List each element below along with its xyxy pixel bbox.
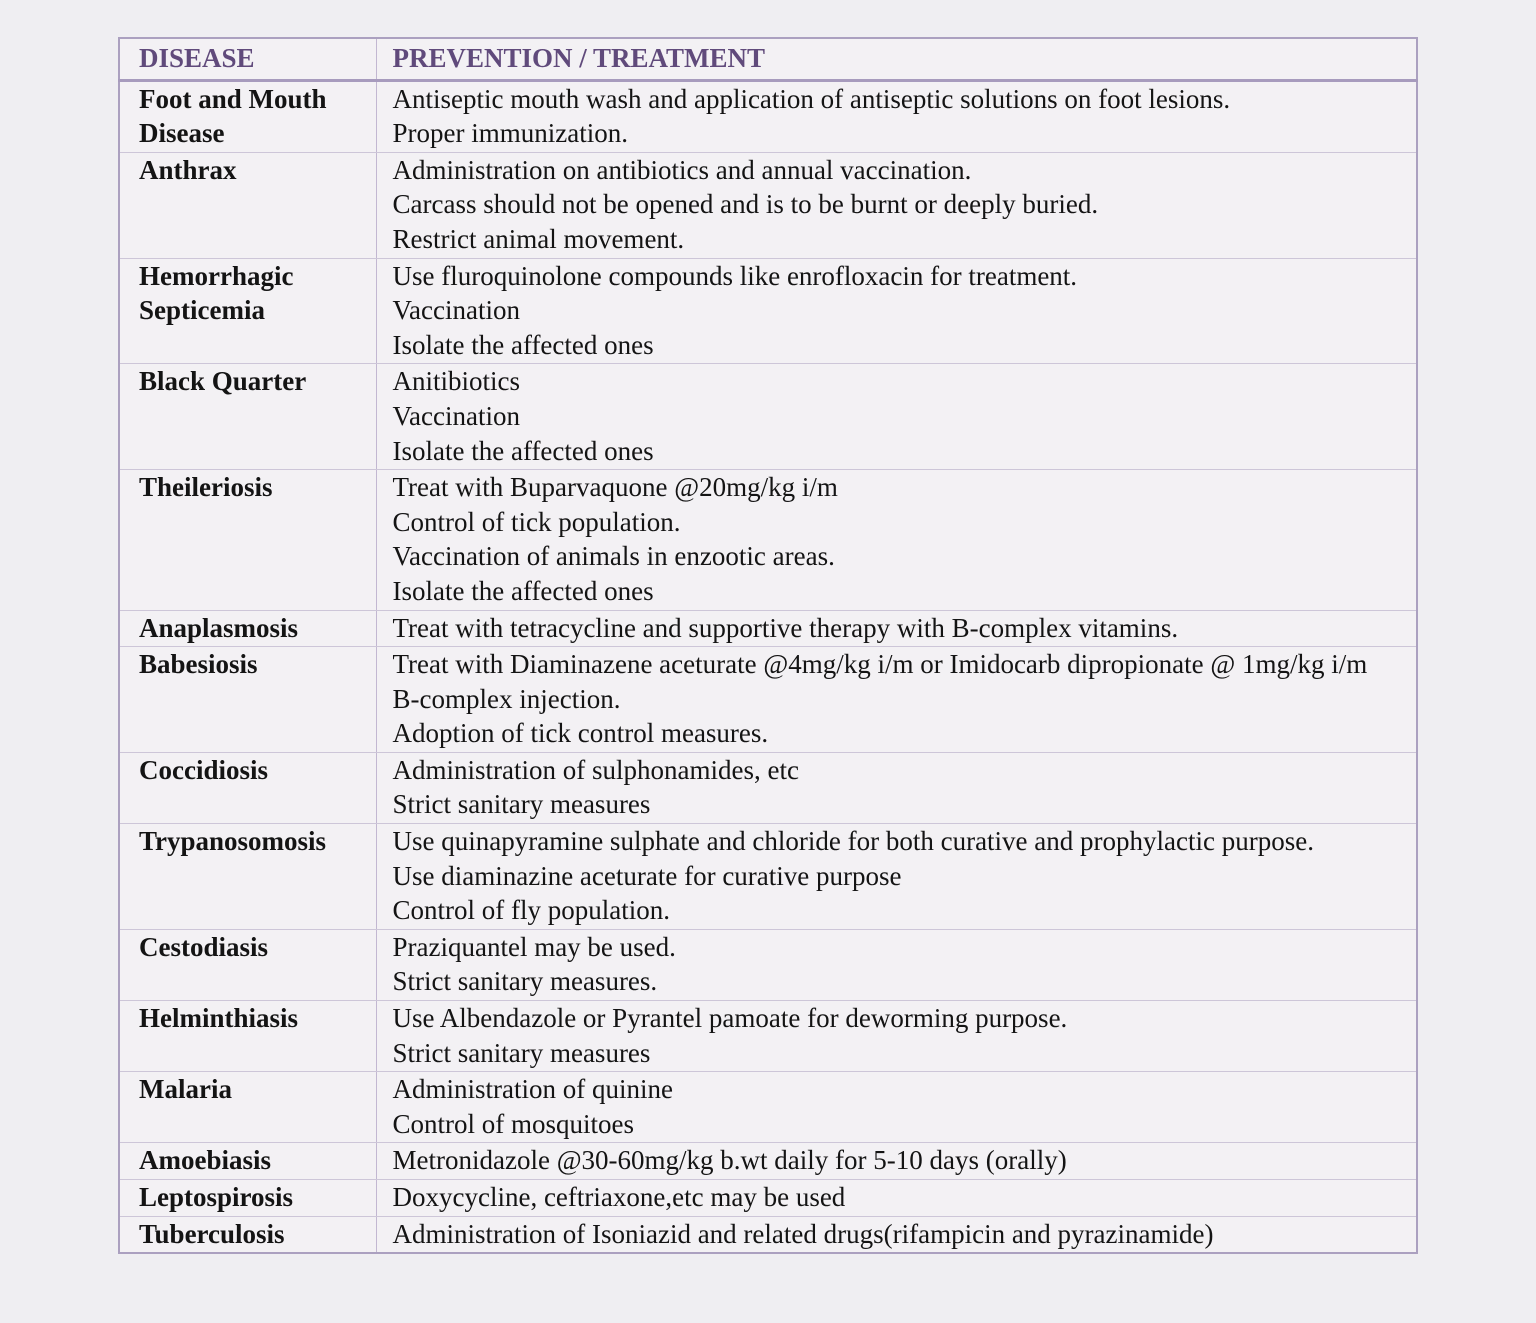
treatment-cell — [376, 1001, 1417, 1072]
treatment-line: Vaccination — [392, 400, 520, 431]
treatment-line: Doxycycline, ceftriaxone,etc may be used — [392, 1182, 846, 1212]
disease-cell: Tuberculosis — [119, 1216, 376, 1253]
table-row — [119, 80, 1417, 152]
treatment-line: Control of fly population. — [392, 895, 670, 926]
treatment-line: Carcass should not be opened and is to be burnt or deeply buried. — [392, 189, 1099, 220]
treatment-line: Treat with tetracycline and supportive therapy with B-complex vitamins. — [392, 612, 1179, 643]
treatment-cell — [376, 1216, 1417, 1253]
treatment-line: Administration of Isoniazid and related drugs(rifampicin and pyrazinamide) — [392, 1218, 1214, 1249]
treatment-line: Use quinapyramine sulphate and chloride for both curative and prophylactic purpose. — [392, 826, 1314, 857]
disease-cell: Babesiosis — [119, 647, 376, 753]
treatment-cell — [376, 1143, 1417, 1180]
treatment-line: Restrict animal movement. — [392, 223, 685, 254]
treatment-cell — [376, 152, 1417, 258]
treatment-line: Metronidazole @30-60mg/kg b.wt daily for 5-10 days (orally) — [392, 1145, 1067, 1176]
treatment-line: Strict sanitary measures — [392, 789, 651, 820]
table-row — [119, 824, 1417, 930]
table-row — [119, 610, 1417, 647]
disease-cell: Helminthiasis — [119, 1001, 376, 1072]
treatment-cell — [376, 80, 1417, 152]
disease-cell: Leptospirosis — [119, 1180, 376, 1217]
treatment-line: Use fluroquinolone compounds like enrofloxacin for treatment. — [392, 260, 1078, 291]
disease-cell: Anaplasmosis — [119, 610, 376, 647]
treatment-line: Vaccination — [392, 295, 520, 326]
disease-cell: Theileriosis — [119, 470, 376, 610]
table-row — [119, 752, 1417, 823]
table-row — [119, 929, 1417, 1000]
treatment-cell — [376, 258, 1417, 364]
treatment-line: Control of mosquitoes — [392, 1108, 634, 1139]
treatment-cell — [376, 752, 1417, 823]
treatment-line: Adoption of tick control measures. — [392, 718, 769, 749]
treatment-cell — [376, 610, 1417, 647]
table-header-row — [119, 38, 1417, 80]
treatment-line: Strict sanitary measures — [392, 1037, 651, 1068]
table-row — [119, 364, 1417, 470]
column-header-prevention-treatment: PREVENTION / TREATMENT — [376, 38, 1417, 80]
disease-cell: Hemorrhagic Septicemia — [119, 258, 376, 364]
disease-cell: Foot and Mouth Disease — [119, 80, 376, 152]
treatment-cell — [376, 470, 1417, 610]
treatment-cell — [376, 929, 1417, 1000]
disease-cell: Amoebiasis — [119, 1143, 376, 1180]
treatment-cell — [376, 364, 1417, 470]
treatment-line: Antiseptic mouth wash and application of antiseptic solutions on foot lesions. — [392, 83, 1231, 114]
treatment-line: B-complex injection. — [392, 683, 621, 714]
table-row — [119, 1001, 1417, 1072]
treatment-cell — [376, 647, 1417, 753]
table-row — [119, 258, 1417, 364]
treatment-line: Use diaminazine aceturate for curative purpose — [392, 860, 902, 891]
treatment-line: Isolate the affected ones — [392, 435, 654, 466]
treatment-cell — [376, 824, 1417, 930]
treatment-line: Administration of sulphonamides, etc — [392, 754, 799, 785]
treatment-line: Proper immunization. — [392, 118, 628, 149]
treatment-line: Administration of quinine — [392, 1074, 673, 1105]
disease-cell: Trypanosomosis — [119, 824, 376, 930]
treatment-line: Anitibiotics — [392, 366, 520, 397]
table-row — [119, 647, 1417, 753]
treatment-line: Treat with Diaminazene aceturate @4mg/kg i/m or Imidocarb dipropionate @ 1mg/kg i/m — [392, 649, 1368, 680]
treatment-line: Control of tick population. — [392, 506, 681, 537]
disease-cell: Coccidiosis — [119, 752, 376, 823]
treatment-cell — [376, 1072, 1417, 1143]
column-header-disease: DISEASE — [119, 38, 376, 80]
treatment-line: Strict sanitary measures. — [392, 966, 658, 997]
disease-cell: Cestodiasis — [119, 929, 376, 1000]
treatment-line: Vaccination of animals in enzootic areas. — [392, 541, 835, 572]
table-row — [119, 470, 1417, 610]
disease-cell: Black Quarter — [119, 364, 376, 470]
disease-cell: Malaria — [119, 1072, 376, 1143]
disease-prevention-table — [118, 37, 1418, 1254]
treatment-cell — [376, 1180, 1417, 1217]
table-row — [119, 1072, 1417, 1143]
treatment-line: Praziquantel may be used. — [392, 931, 676, 962]
table-row — [119, 1216, 1417, 1253]
disease-cell: Anthrax — [119, 152, 376, 258]
treatment-line: Isolate the affected ones — [392, 575, 654, 606]
treatment-line: Use Albendazole or Pyrantel pamoate for deworming purpose. — [392, 1003, 1068, 1034]
treatment-line: Isolate the affected ones — [392, 329, 654, 360]
treatment-line: Administration on antibiotics and annual vaccination. — [392, 154, 972, 185]
table-row — [119, 152, 1417, 258]
table-row — [119, 1180, 1417, 1217]
treatment-line: Treat with Buparvaquone @20mg/kg i/m — [392, 472, 838, 503]
table-row — [119, 1143, 1417, 1180]
